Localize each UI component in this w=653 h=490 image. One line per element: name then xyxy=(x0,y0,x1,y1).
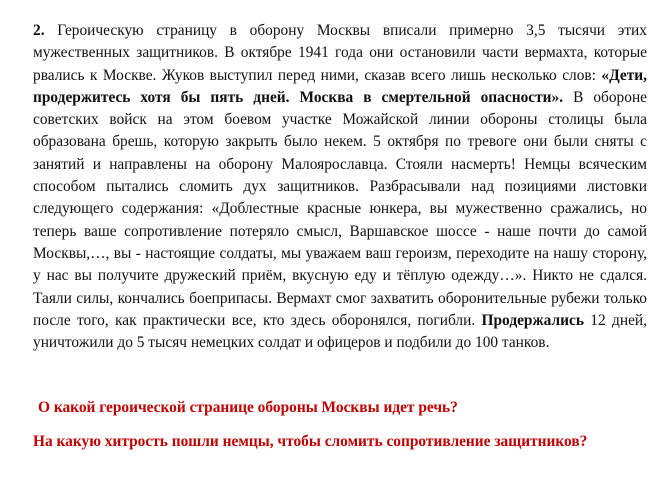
question-2: На какую хитрость пошли немцы, чтобы сломить сопротивление защитников? xyxy=(33,433,588,450)
held-out-emphasis: Продержались xyxy=(481,311,584,329)
passage-text-intro: Героическую страницу в оборону Москвы вписали примерно 3,5 тысячи этих мужественных защитников. В октябре 1941 года они остановили части вермахта, которые рвались к Москве. Жуков выступил перед ними, сказав всего лишь несколько слов: xyxy=(33,22,647,84)
question-1: О какой героической странице обороны Москвы идет речь? xyxy=(38,399,458,416)
zhukov-quote: «Дети, продержитесь хотя бы пять дней. Москва в смертельной опасности». xyxy=(33,66,647,106)
passage-paragraph xyxy=(33,20,647,354)
passage-text-outro: 12 дней, уничтожили до 5 тысяч немецких солдат и офицеров и подбили до 100 танков. xyxy=(33,311,647,352)
passage-text-body: В обороне советских войск на этом боевом участке Можайской линии обороны столицы была образована брешь, которую закрыть было некем. 5 октября по тревоге они были сняты с занятий и направлены на оборону Малоярославца. Стояли насмерть! Немцы всяческим способом пытались сломить дух защитников. Разбрасывали над позициями листовки следующего содержания: «Доблестные красные юнкера, вы мужественно сражались, но теперь ваше сопротивление потеряло смысл, Варшавское шоссе - наше почти до самой Москвы,…, вы - настоящие солдаты, мы уважаем ваш героизм, переходите на нашу сторону, у нас вы получите дружеский приём, вкусную еду и тёплую одежду…». Никто не сдался. Таяли силы, кончались боеприпасы. Вермахт смог захватить оборонительные рубежи только после того, как практически все, кто здесь оборонялся, погибли. xyxy=(33,88,648,329)
passage-number: 2. xyxy=(33,22,45,39)
